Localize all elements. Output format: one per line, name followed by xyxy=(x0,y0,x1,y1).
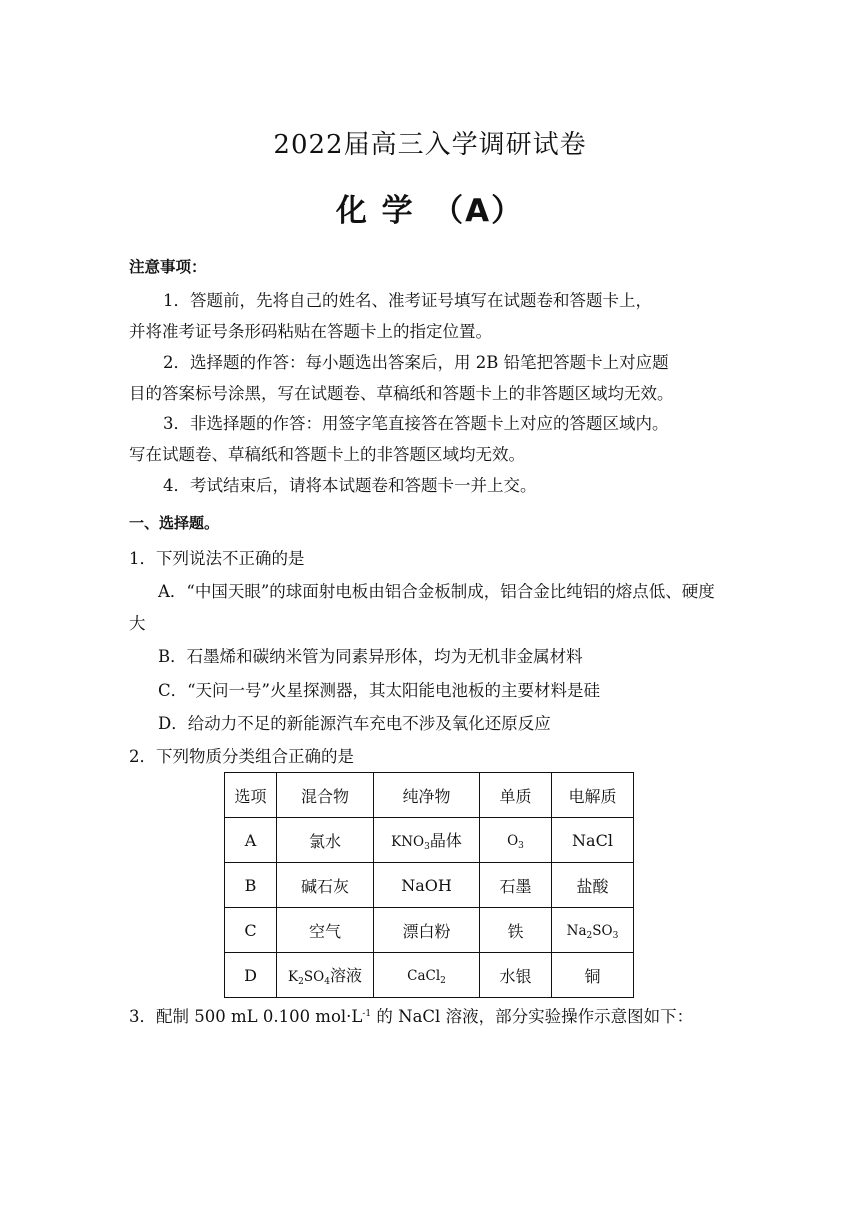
notice-line: 3．非选择题的作答：用签字笔直接答在答题卡上对应的答题区域内。 xyxy=(163,414,669,433)
table-header-cell: 混合物 xyxy=(277,773,374,818)
table-cell xyxy=(374,953,480,998)
table-cell: 氯水 xyxy=(277,818,374,863)
formula-text: O xyxy=(507,832,519,849)
table-cell: 铁 xyxy=(480,908,552,953)
question-1-option-a: A．“中国天眼”的球面射电板由铝合金板制成，铝合金比纯铝的熔点低、硬度 xyxy=(158,582,715,601)
notice-line: 目的答案标号涂黑，写在试题卷、草稿纸和答题卡上的非答题区域均无效。 xyxy=(129,384,674,403)
table-cell: 铜 xyxy=(552,953,634,998)
question-1-option-c: C．“天问一号”火星探测器，其太阳能电池板的主要材料是硅 xyxy=(158,681,600,700)
table-row xyxy=(225,863,634,908)
table-cell xyxy=(277,953,374,998)
table-cell: 盐酸 xyxy=(552,863,634,908)
formula-text: SO xyxy=(303,969,325,985)
notice-line: 1．答题前，先将自己的姓名、准考证号填写在试题卷和答题卡上， xyxy=(163,291,652,310)
table-cell: A xyxy=(225,818,277,863)
table-cell xyxy=(480,818,552,863)
question-3-stem xyxy=(129,1003,693,1027)
formula-text: Na xyxy=(566,922,587,939)
stem-text: 的 NaCl 溶液，部分实验操作示意图如下： xyxy=(371,1007,694,1026)
table-header-cell: 纯净物 xyxy=(374,773,480,818)
table-cell: NaCl xyxy=(552,818,634,863)
table-cell: 漂白粉 xyxy=(374,908,480,953)
exam-title: 2022届高三入学调研试卷 xyxy=(273,130,587,160)
superscript: -1 xyxy=(362,1009,372,1019)
subscript: 4 xyxy=(324,977,330,987)
subscript: 3 xyxy=(424,842,430,852)
subscript: 2 xyxy=(586,930,593,941)
formula-text: KNO xyxy=(391,834,425,850)
formula-text: CaCl xyxy=(407,967,441,984)
question-2-stem: 2．下列物质分类组合正确的是 xyxy=(129,747,354,766)
question-1-option-d: D．给动力不足的新能源汽车充电不涉及氧化还原反应 xyxy=(158,714,551,733)
section-heading: 一、选择题。 xyxy=(129,514,220,532)
subscript: 3 xyxy=(612,930,619,941)
table-cell: 空气 xyxy=(277,908,374,953)
notice-line: 并将准考证号条形码粘贴在答题卡上的指定位置。 xyxy=(129,322,492,341)
formula-text: K xyxy=(288,969,299,985)
notice-line: 写在试题卷、草稿纸和答题卡上的非答题区域均无效。 xyxy=(129,445,525,464)
subscript: 3 xyxy=(518,840,524,851)
table-header-cell: 电解质 xyxy=(552,773,634,818)
notice-line: 2．选择题的作答：每小题选出答案后，用 2B 铅笔把答题卡上对应题 xyxy=(163,353,669,372)
subscript: 2 xyxy=(440,975,446,986)
table-cell: 水银 xyxy=(480,953,552,998)
table-cell: B xyxy=(225,863,277,908)
table-cell xyxy=(552,908,634,953)
table-cell: NaOH xyxy=(374,863,480,908)
table-row xyxy=(225,953,634,998)
table-header-cell: 单质 xyxy=(480,773,552,818)
question-1-option-b: B．石墨烯和碳纳米管为同素异形体，均为无机非金属材料 xyxy=(158,647,583,666)
table-cell: 石墨 xyxy=(480,863,552,908)
table-cell: C xyxy=(225,908,277,953)
notice-heading: 注意事项： xyxy=(129,258,207,276)
table-row xyxy=(225,818,634,863)
cell-text: 晶体 xyxy=(429,831,462,850)
table-header-row xyxy=(225,773,634,818)
table-cell: 碱石灰 xyxy=(277,863,374,908)
subject-title: 化 学 （A） xyxy=(335,193,525,229)
cell-text: 溶液 xyxy=(329,966,362,985)
stem-text: 3．配制 500 mL 0.100 mol·L xyxy=(129,1007,363,1026)
table-header-cell: 选项 xyxy=(225,773,277,818)
subscript: 2 xyxy=(298,977,304,987)
classification-table xyxy=(224,772,634,998)
question-1-stem: 1．下列说法不正确的是 xyxy=(129,549,305,568)
formula-text: SO xyxy=(592,922,613,939)
notice-line: 4．考试结束后，请将本试题卷和答题卡一并上交。 xyxy=(163,476,537,495)
table-row xyxy=(225,908,634,953)
table-cell: D xyxy=(225,953,277,998)
question-1-option-a-cont: 大 xyxy=(129,614,146,633)
table-cell xyxy=(374,818,480,863)
